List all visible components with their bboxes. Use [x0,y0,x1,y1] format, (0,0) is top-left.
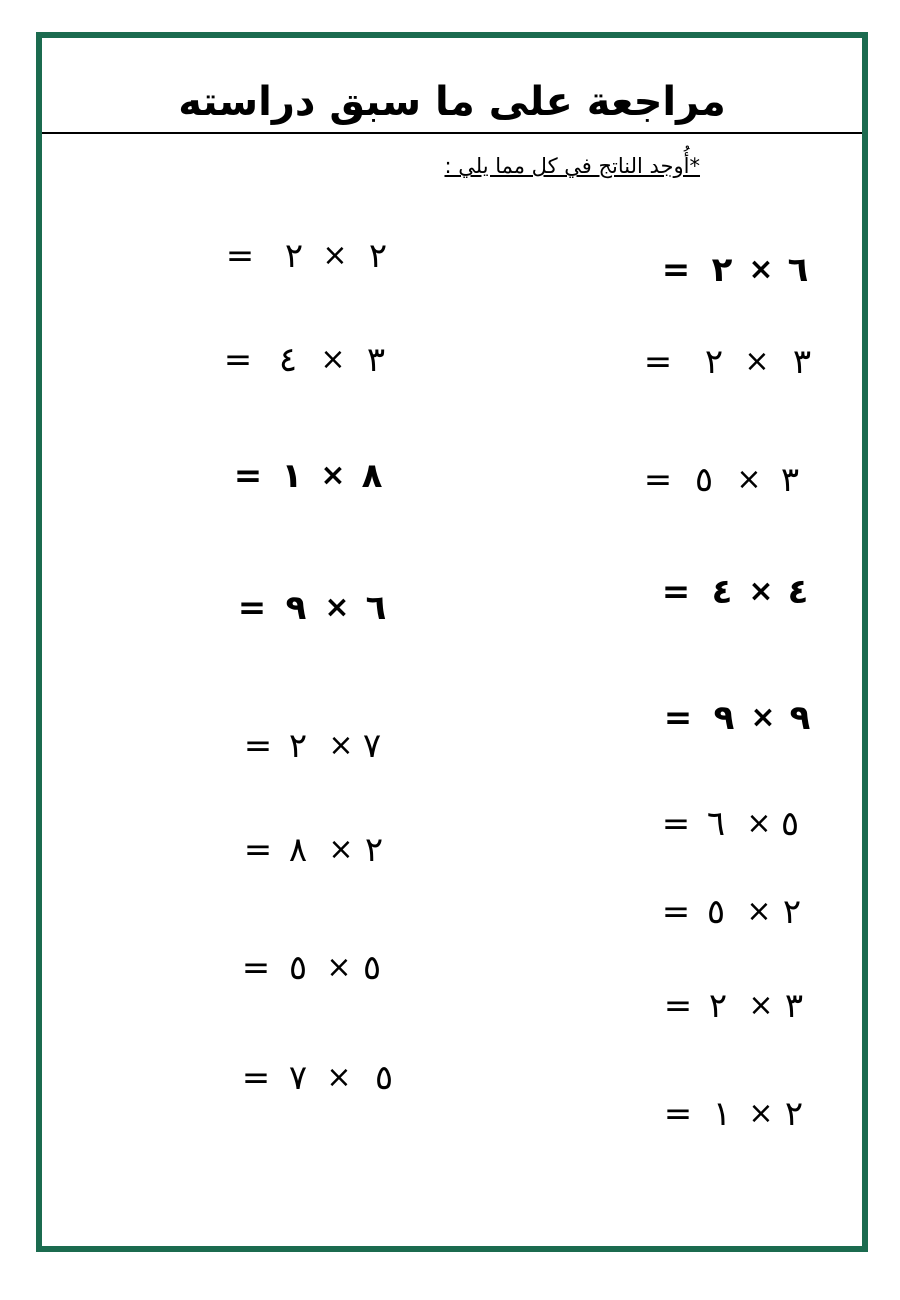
multiply-sign: × [320,342,346,377]
multiply-sign: × [748,988,774,1023]
first-operand: ٦ [787,250,809,290]
problem-left-8 [236,1056,406,1100]
title-divider [42,132,862,134]
equals-sign: = [663,698,693,738]
first-operand: ٧ [362,726,382,766]
first-operand: ٣ [792,342,812,382]
second-operand: ٩ [713,698,735,738]
problem-right-7 [656,890,816,934]
problem-right-3 [638,458,828,502]
second-operand: ٢ [704,342,724,382]
problem-right-9 [658,1092,818,1136]
multiply-sign: × [750,700,776,735]
second-operand: ٤ [711,572,733,612]
second-operand: ٨ [288,830,308,870]
multiply-sign: × [744,344,770,379]
problem-left-6 [238,828,408,872]
second-operand: ٢ [708,986,728,1026]
problem-right-5 [658,696,818,740]
first-operand: ٣ [784,986,804,1026]
first-operand: ٨ [361,456,383,496]
problem-left-5 [238,724,408,768]
multiply-sign: × [736,462,762,497]
equals-sign: = [663,1094,693,1134]
equals-sign: = [241,948,271,988]
second-operand: ١ [281,456,303,496]
second-operand: ٥ [706,892,726,932]
multiply-sign: × [746,894,772,929]
equals-sign: = [243,830,273,870]
first-operand: ٢ [782,892,802,932]
multiply-sign: × [748,1096,774,1131]
second-operand: ٥ [288,948,308,988]
equals-sign: = [237,588,267,628]
multiply-sign: × [324,590,350,625]
second-operand: ٧ [288,1058,308,1098]
problem-right-4 [656,570,816,614]
equals-sign: = [661,892,691,932]
problem-right-2 [638,340,828,384]
problem-left-4 [232,586,402,630]
problem-right-6 [656,802,816,846]
first-operand: ٩ [789,698,811,738]
worksheet-frame [36,32,868,1252]
equals-sign: = [241,1058,271,1098]
instruction-text: *أُوجد الناتج في كل مما يلي : [444,154,700,178]
problem-left-3 [228,454,398,498]
equals-sign: = [225,236,255,276]
multiply-sign: × [328,728,354,763]
first-operand: ٥ [374,1058,394,1098]
second-operand: ٢ [288,726,308,766]
equals-sign: = [663,986,693,1026]
first-operand: ٥ [362,948,382,988]
equals-sign: = [223,340,253,380]
multiply-sign: × [320,458,346,493]
multiply-sign: × [322,238,348,273]
second-operand: ٦ [706,804,726,844]
first-operand: ٦ [365,588,387,628]
problem-left-7 [236,946,406,990]
second-operand: ١ [712,1094,732,1134]
first-operand: ٤ [787,572,809,612]
multiply-sign: × [748,574,774,609]
problem-right-8 [658,984,818,1028]
equals-sign: = [661,804,691,844]
multiply-sign: × [326,950,352,985]
second-operand: ٩ [285,588,307,628]
first-operand: ٣ [780,460,800,500]
multiply-sign: × [746,806,772,841]
multiply-sign: × [748,252,774,287]
second-operand: ٥ [694,460,714,500]
equals-sign: = [661,250,691,290]
multiply-sign: × [326,1060,352,1095]
first-operand: ٢ [368,236,388,276]
equals-sign: = [661,572,691,612]
page-title: مراجعة على ما سبق دراسته [178,79,726,125]
first-operand: ٢ [784,1094,804,1134]
multiply-sign: × [328,832,354,867]
problem-right-1 [656,248,816,292]
first-operand: ٣ [366,340,386,380]
equals-sign: = [233,456,263,496]
equals-sign: = [643,460,673,500]
problem-left-2 [218,338,408,382]
first-operand: ٥ [780,804,800,844]
equals-sign: = [243,726,273,766]
equals-sign: = [643,342,673,382]
second-operand: ٤ [278,340,298,380]
first-operand: ٢ [364,830,384,870]
second-operand: ٢ [711,250,733,290]
problem-left-1 [220,234,410,278]
second-operand: ٢ [284,236,304,276]
